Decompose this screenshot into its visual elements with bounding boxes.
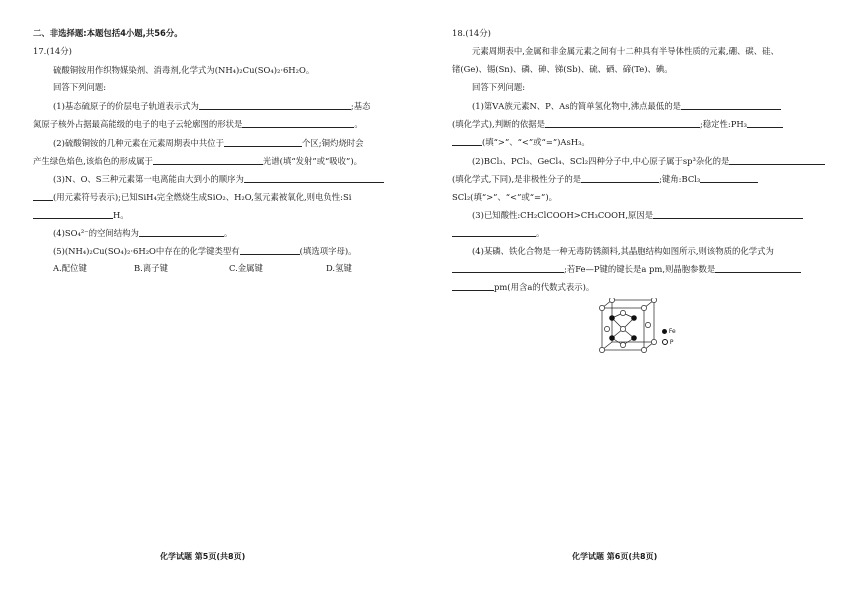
q17-part2-text-end: 个区;铜灼烧时会 [302,138,364,148]
q18-part3-line1 [472,210,803,221]
q18-header: 18.(14分) [452,28,491,38]
q18-part4-text3: pm(用含a的代数式表示)。 [494,282,595,292]
q18-part1-line2 [452,119,783,130]
q17-part1-text-end: ;基态 [350,101,371,111]
q17-part3-text: (3)N、O、S三种元素第一电离能由大到小的顺序为 [53,174,244,184]
q17-part3-text2: (用元素符号表示);已知SiH₄完全燃烧生成SiO₂、H₂O,氢元素被氧化,则电负性:Si [53,192,352,202]
q18-part4-line1: (4)某磷、铁化合物是一种无毒防锈颜料,其晶胞结构如图所示,则该物质的化学式为 [472,246,774,256]
q18-part1-text2-mid: ;稳定性:PH₃ [699,119,748,129]
q18-part4-line2 [452,264,801,275]
p-atoms [599,298,656,353]
p-legend-dot [662,339,668,345]
answer-blank[interactable] [33,192,53,201]
q17-part2-text: (2)硫酸铜铵的几种元素在元素周期表中共位于 [53,138,224,148]
q17-part2-text2-end: 光谱(填“发射”或“吸收”)。 [262,156,362,166]
q17-part4-text-end: 。 [223,228,233,238]
legend-fe-label: Fe [668,328,676,335]
q18-part3-text: (3)已知酸性:CH₂ClCOOH>CH₃COOH,原因是 [472,210,654,220]
answer-blank[interactable] [242,119,354,128]
q18-part2-text: (2)BCl₃、PCl₃、GeCl₄、SCl₂四种分子中,中心原子属于sp³杂化的是 [472,156,730,166]
q18-part1-text2: (填化学式),判断的依据是 [452,119,545,129]
q18-part1-text3: (填“>”、“<”或“=”)AsH₃。 [482,137,590,147]
q17-part4-text: (4)SO₄²⁻的空间结构为 [53,228,139,238]
q18-intro-line2: 锗(Ge)、锡(Sn)、磷、砷、锑(Sb)、硫、硒、碲(Te)、碘。 [452,64,673,74]
q17-intro: 硫酸铜铵用作织物媒染剂、消毒剂,化学式为(NH₄)₂Cu(SO₄)₂·6H₂O。 [53,65,315,75]
q17-part2-line1 [53,138,363,149]
answer-blank[interactable] [240,246,300,255]
fe-legend-dot [662,329,667,334]
answer-blank[interactable] [729,156,825,165]
option-c: C.金属键 [229,263,263,273]
q17-part1-text: (1)基态硫原子的价层电子轨道表示式为 [53,101,199,111]
q18-part4-line3 [452,282,594,293]
q18-part1-line3 [452,137,590,148]
q18-part3-line2 [452,228,544,239]
q18-intro-line1: 元素周期表中,金属和非金属元素之间有十二种具有半导体性质的元素,硼、碳、硅、 [472,46,779,56]
q17-part2-text2: 产生绿色焰色,该焰色的形成属于 [33,156,153,166]
option-a: A.配位键 [53,263,87,273]
q17-part1-text2-end: 。 [354,119,363,129]
answer-blank[interactable] [452,228,536,237]
q18-part1-line1 [472,101,781,112]
q18-part2-line3: SCl₂(填“>”、“<”或“=”)。 [452,192,557,202]
q17-part1-line2 [33,119,363,130]
q18-part1-text: (1)第ⅤA族元素N、P、As的简单氢化物中,沸点最低的是 [472,101,682,111]
answer-blank[interactable] [700,174,758,183]
q17-part3-line3 [33,210,129,221]
legend-p [662,339,674,346]
answer-blank[interactable] [452,282,494,291]
q17-part5-text: (5)(NH₄)₂Cu(SO₄)₂·6H₂O中存在的化学键类型有 [53,246,240,256]
legend-p-label: P [669,339,674,346]
answer-blank[interactable] [545,119,700,128]
q17-part1-text2: 氮原子核外占据最高能级的电子的电子云轮廓图的形状是 [33,119,243,129]
q17-header: 17.(14分) [33,46,72,56]
q18-part4-text2: ;若Fe—P键的键长是a pm,则晶胞参数是 [564,264,716,274]
answer-blank[interactable] [139,228,224,237]
q17-prompt: 回答下列问题: [53,82,107,92]
q17-part5-line [53,246,356,257]
section-header: 二、非选择题:本题包括4小题,共56分。 [33,28,183,38]
crystal-cell-diagram [598,298,662,354]
q17-part3-line2 [33,192,351,203]
page-footer: 化学试题 第6页(共8页) [572,552,658,561]
answer-blank[interactable] [199,101,351,110]
answer-blank[interactable] [747,119,783,128]
q18-part3-text-end: 。 [536,228,545,238]
answer-blank[interactable] [653,210,803,219]
q17-part2-line2 [33,156,362,167]
answer-blank[interactable] [244,174,384,183]
answer-blank[interactable] [452,264,564,273]
q17-part1-line1 [53,101,370,112]
answer-blank[interactable] [153,156,263,165]
legend-fe [662,328,676,335]
answer-blank[interactable] [33,210,113,219]
page-footer: 化学试题 第5页(共8页) [160,552,246,561]
answer-blank[interactable] [224,138,302,147]
q18-part2-text2-mid: ;键角:BCl₃ [659,174,701,184]
q17-part5-text-end: (填选项字母)。 [299,246,357,256]
option-d: D.氢键 [326,263,352,273]
q17-part4-line [53,228,232,239]
q18-prompt: 回答下列问题: [472,82,526,92]
option-b: B.离子键 [134,263,168,273]
q18-part2-line2 [452,174,758,185]
answer-blank[interactable] [681,101,781,110]
answer-blank[interactable] [715,264,801,273]
q17-part3-text3: H。 [113,210,129,220]
q18-part2-text2: (填化学式,下同),是非极性分子的是 [452,174,582,184]
answer-blank[interactable] [452,137,482,146]
q17-part3-line1 [53,174,384,185]
answer-blank[interactable] [581,174,659,183]
q18-part2-line1 [472,156,825,167]
